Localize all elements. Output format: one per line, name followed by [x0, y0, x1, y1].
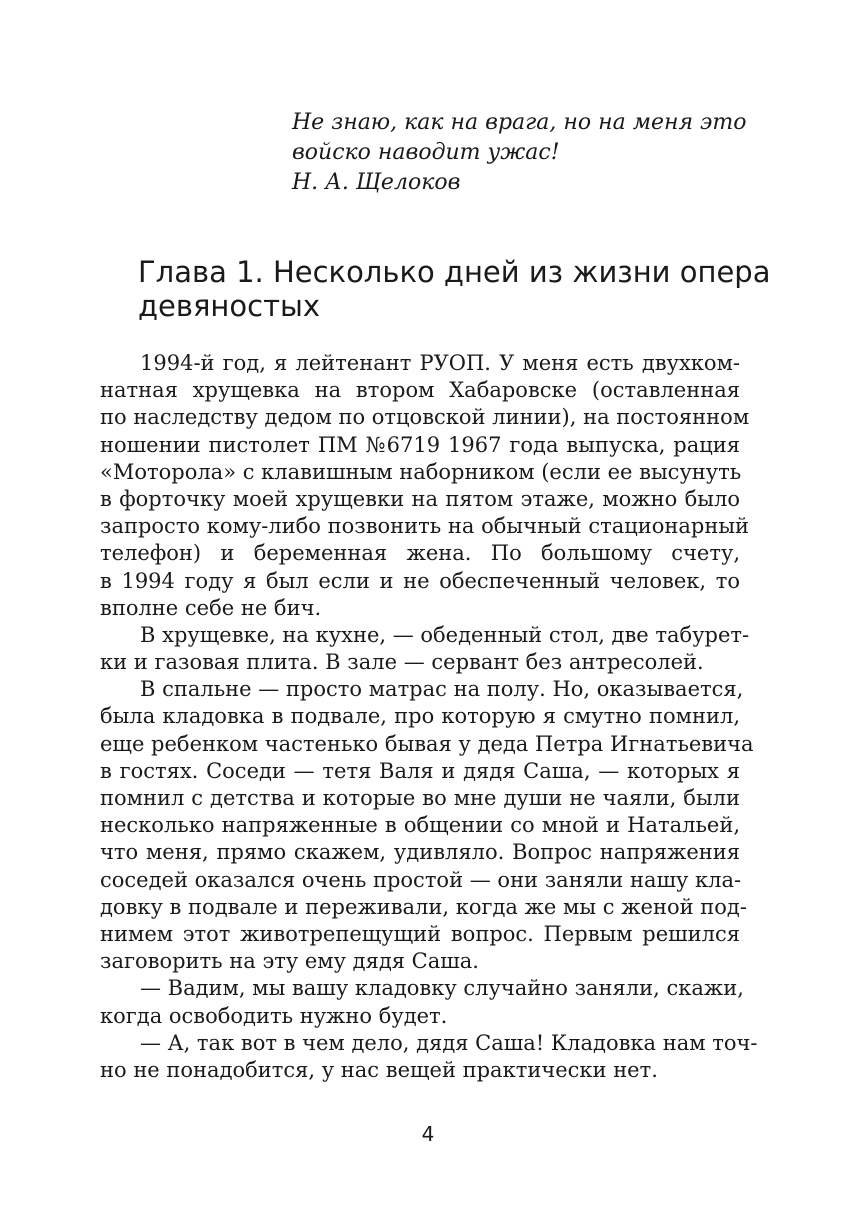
text-line: ношении пистолет ПМ №6719 1967 года выпуска, рация: [100, 432, 740, 457]
text-line: ки и газовая плита. В зале — сервант без антресолей.: [100, 650, 704, 675]
text-line: запросто кому-либо позвонить на обычный стационарный: [100, 514, 750, 539]
text-line: «Моторола» с клавишным наборником (если ее высунуть: [100, 459, 742, 484]
text-line: в форточку моей хрущевки на пятом этаже, можно было: [100, 486, 740, 511]
epigraph: [292, 108, 752, 198]
text-line: когда освободить нужно будет.: [100, 1003, 448, 1028]
epigraph-author: Н. А. Щелоков: [292, 170, 461, 195]
chapter-title: [138, 255, 771, 323]
chapter-title-line: девяностых: [138, 289, 321, 323]
text-line: телефон) и беременная жена. По большому счету,: [100, 541, 740, 566]
text-line: В спальне — просто матрас на полу. Но, оказывается,: [140, 677, 744, 702]
text-line: помнил с детства и которые во мне души не чаяли, были: [100, 786, 740, 810]
text-line: но не понадобится, у нас вещей практически нет.: [100, 1057, 658, 1082]
text-line: в 1994 году я был если и не обеспеченный человек, то: [100, 568, 740, 593]
body-text: [100, 350, 758, 1084]
epigraph-line: войско наводит ужас!: [292, 140, 560, 165]
chapter-title-line: Глава 1. Несколько дней из жизни опера: [138, 255, 771, 289]
text-line: по наследству дедом по отцовской линии), на постоянном: [100, 405, 750, 430]
text-line: довку в подвале и переживали, когда же мы с женой под-: [100, 894, 747, 919]
text-line: В хрущевке, на кухне, — обеденный стол, две табурет-: [140, 622, 750, 647]
text-line: нимем этот животрепещущий вопрос. Первым решился: [100, 921, 740, 946]
text-line: в гостях. Соседи — тетя Валя и дядя Саша, — которых я: [100, 758, 740, 783]
text-line: 1994-й год, я лейтенант РУОП. У меня есть двухком-: [140, 351, 740, 375]
text-line: — Вадим, мы вашу кладовку случайно заняли, скажи,: [140, 976, 744, 1001]
text-line: вполне себе не бич.: [100, 595, 322, 620]
text-line: — А, так вот в чем дело, дядя Саша! Кладовка нам точ-: [140, 1030, 758, 1055]
text-line: что меня, прямо скажем, удивляло. Вопрос напряжения: [100, 840, 740, 865]
text-line: натная хрущевка на втором Хабаровске (оставленная: [100, 378, 740, 403]
text-line: заговорить на эту ему дядя Саша.: [100, 949, 479, 974]
page-number: 4: [421, 1122, 435, 1146]
text-line: несколько напряженные в общении со мной и Натальей,: [100, 813, 740, 838]
epigraph-line: Не знаю, как на врага, но на меня это: [292, 110, 747, 135]
text-line: была кладовка в подвале, про которую я смутно помнил,: [100, 704, 740, 729]
text-line: соседей оказался очень простой — они заняли нашу кла-: [100, 867, 742, 892]
text-line: еще ребенком частенько бывая у деда Петра Игнатьевича: [100, 731, 754, 756]
